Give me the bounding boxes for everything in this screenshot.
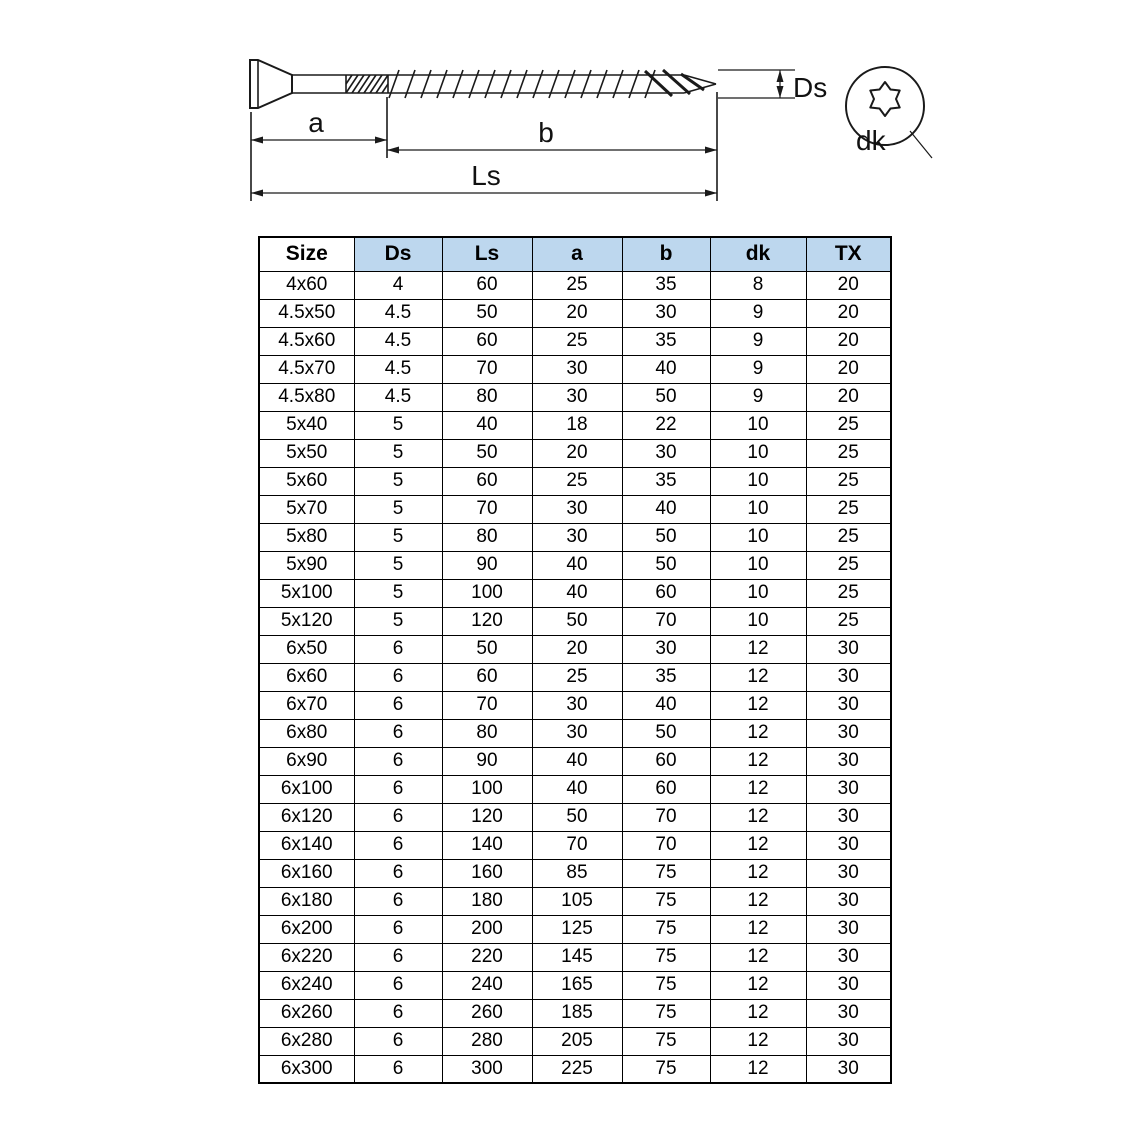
table-cell: 5 [354, 439, 442, 467]
column-header-ds: Ds [354, 237, 442, 271]
table-cell: 50 [442, 635, 532, 663]
table-cell: 25 [806, 411, 891, 439]
dimension-ls [251, 160, 717, 197]
table-cell: 6x220 [259, 943, 354, 971]
table-cell: 70 [442, 355, 532, 383]
table-cell: 5 [354, 411, 442, 439]
table-cell: 5 [354, 523, 442, 551]
table-cell: 75 [622, 1055, 710, 1083]
table-cell: 6 [354, 1055, 442, 1083]
column-header-b: b [622, 237, 710, 271]
table-cell: 10 [710, 551, 806, 579]
table-cell: 75 [622, 971, 710, 999]
table-cell: 25 [806, 523, 891, 551]
column-header-a: a [532, 237, 622, 271]
table-cell: 225 [532, 1055, 622, 1083]
table-cell: 125 [532, 915, 622, 943]
spec-table-body [259, 271, 891, 1083]
table-cell: 145 [532, 943, 622, 971]
table-cell: 60 [622, 579, 710, 607]
table-cell: 8 [710, 271, 806, 299]
table-cell: 6 [354, 747, 442, 775]
table-cell: 4 [354, 271, 442, 299]
dimension-b [387, 117, 717, 154]
table-cell: 60 [622, 775, 710, 803]
table-cell: 25 [806, 467, 891, 495]
table-cell: 35 [622, 327, 710, 355]
table-cell: 20 [532, 635, 622, 663]
table-cell: 6 [354, 719, 442, 747]
table-cell: 25 [532, 327, 622, 355]
table-row [259, 523, 891, 551]
table-row [259, 327, 891, 355]
table-cell: 80 [442, 383, 532, 411]
table-cell: 50 [442, 439, 532, 467]
table-cell: 30 [806, 803, 891, 831]
table-cell: 25 [806, 495, 891, 523]
table-row [259, 607, 891, 635]
table-cell: 240 [442, 971, 532, 999]
table-cell: 30 [532, 383, 622, 411]
table-cell: 9 [710, 383, 806, 411]
table-cell: 30 [806, 831, 891, 859]
table-row [259, 691, 891, 719]
table-cell: 50 [532, 607, 622, 635]
table-cell: 75 [622, 859, 710, 887]
table-cell: 5x60 [259, 467, 354, 495]
table-cell: 10 [710, 439, 806, 467]
table-cell: 60 [442, 271, 532, 299]
table-cell: 12 [710, 1027, 806, 1055]
table-cell: 30 [806, 887, 891, 915]
table-cell: 30 [806, 747, 891, 775]
dimension-a [251, 107, 387, 144]
table-cell: 12 [710, 691, 806, 719]
table-cell: 25 [806, 607, 891, 635]
table-cell: 10 [710, 467, 806, 495]
screw-tip [645, 70, 716, 96]
table-cell: 35 [622, 271, 710, 299]
torx-head-view [846, 67, 932, 158]
table-cell: 30 [806, 859, 891, 887]
table-cell: 20 [806, 383, 891, 411]
table-cell: 50 [622, 383, 710, 411]
table-cell: 80 [442, 719, 532, 747]
screw-technical-drawing [0, 0, 1129, 232]
table-cell: 50 [622, 523, 710, 551]
table-cell: 160 [442, 859, 532, 887]
table-cell: 30 [806, 971, 891, 999]
table-cell: 60 [442, 327, 532, 355]
table-cell: 70 [442, 495, 532, 523]
table-row [259, 747, 891, 775]
table-cell: 70 [622, 607, 710, 635]
table-cell: 12 [710, 1055, 806, 1083]
table-cell: 40 [442, 411, 532, 439]
table-cell: 5x40 [259, 411, 354, 439]
table-row [259, 775, 891, 803]
table-cell: 60 [442, 663, 532, 691]
table-cell: 12 [710, 747, 806, 775]
table-row [259, 439, 891, 467]
table-cell: 165 [532, 971, 622, 999]
table-row [259, 663, 891, 691]
table-cell: 300 [442, 1055, 532, 1083]
table-cell: 6 [354, 803, 442, 831]
table-row [259, 579, 891, 607]
table-cell: 30 [806, 663, 891, 691]
screw-head [250, 60, 292, 108]
table-cell: 20 [532, 299, 622, 327]
table-cell: 6x60 [259, 663, 354, 691]
table-cell: 6x300 [259, 1055, 354, 1083]
table-cell: 5x120 [259, 607, 354, 635]
spec-table [258, 236, 892, 1084]
table-cell: 12 [710, 943, 806, 971]
shank-hatch-section [346, 75, 388, 93]
table-cell: 22 [622, 411, 710, 439]
table-row [259, 999, 891, 1027]
table-cell: 120 [442, 607, 532, 635]
table-cell: 25 [806, 551, 891, 579]
table-cell: 80 [442, 523, 532, 551]
table-cell: 6x90 [259, 747, 354, 775]
table-cell: 12 [710, 915, 806, 943]
table-cell: 4.5x60 [259, 327, 354, 355]
table-cell: 50 [622, 551, 710, 579]
table-row [259, 719, 891, 747]
column-header-ls: Ls [442, 237, 532, 271]
table-cell: 6x260 [259, 999, 354, 1027]
table-cell: 35 [622, 467, 710, 495]
table-cell: 12 [710, 831, 806, 859]
table-cell: 5 [354, 579, 442, 607]
table-cell: 85 [532, 859, 622, 887]
spec-table-header-row [259, 237, 891, 271]
table-cell: 10 [710, 607, 806, 635]
table-cell: 6x120 [259, 803, 354, 831]
table-cell: 9 [710, 355, 806, 383]
table-cell: 4.5x50 [259, 299, 354, 327]
table-cell: 220 [442, 943, 532, 971]
table-cell: 75 [622, 999, 710, 1027]
table-cell: 12 [710, 663, 806, 691]
table-cell: 5 [354, 607, 442, 635]
table-cell: 12 [710, 803, 806, 831]
table-row [259, 299, 891, 327]
table-row [259, 635, 891, 663]
table-cell: 140 [442, 831, 532, 859]
table-cell: 4x60 [259, 271, 354, 299]
table-cell: 6 [354, 887, 442, 915]
table-cell: 9 [710, 299, 806, 327]
table-cell: 18 [532, 411, 622, 439]
screw-side-view [250, 60, 716, 108]
label-b: b [538, 117, 554, 148]
table-cell: 180 [442, 887, 532, 915]
table-cell: 6x240 [259, 971, 354, 999]
table-cell: 30 [806, 943, 891, 971]
table-cell: 70 [442, 691, 532, 719]
table-cell: 20 [806, 355, 891, 383]
table-cell: 75 [622, 887, 710, 915]
table-cell: 30 [622, 299, 710, 327]
table-cell: 5 [354, 467, 442, 495]
table-cell: 6x200 [259, 915, 354, 943]
table-cell: 6 [354, 999, 442, 1027]
table-cell: 6x100 [259, 775, 354, 803]
table-cell: 30 [806, 1027, 891, 1055]
table-cell: 6 [354, 635, 442, 663]
table-cell: 4.5 [354, 383, 442, 411]
table-cell: 6x80 [259, 719, 354, 747]
table-cell: 4.5 [354, 299, 442, 327]
table-cell: 40 [532, 747, 622, 775]
table-cell: 260 [442, 999, 532, 1027]
table-cell: 4.5x80 [259, 383, 354, 411]
table-cell: 60 [442, 467, 532, 495]
table-cell: 90 [442, 747, 532, 775]
table-row [259, 495, 891, 523]
table-row [259, 943, 891, 971]
table-row [259, 355, 891, 383]
table-row [259, 831, 891, 859]
table-cell: 30 [806, 1055, 891, 1083]
table-cell: 25 [532, 663, 622, 691]
table-cell: 12 [710, 859, 806, 887]
dimension-ds [718, 70, 827, 103]
table-cell: 6 [354, 859, 442, 887]
table-cell: 10 [710, 523, 806, 551]
column-header-size: Size [259, 237, 354, 271]
table-cell: 30 [532, 355, 622, 383]
table-row [259, 467, 891, 495]
table-cell: 40 [622, 691, 710, 719]
label-ls: Ls [471, 160, 501, 191]
table-cell: 280 [442, 1027, 532, 1055]
table-cell: 25 [806, 579, 891, 607]
table-cell: 20 [806, 327, 891, 355]
table-cell: 4.5 [354, 327, 442, 355]
label-a: a [308, 107, 324, 138]
table-cell: 100 [442, 775, 532, 803]
label-dk: dk [856, 125, 886, 156]
table-row [259, 551, 891, 579]
torx-recess-icon [870, 82, 899, 116]
table-cell: 6x140 [259, 831, 354, 859]
table-cell: 12 [710, 635, 806, 663]
label-ds: Ds [793, 72, 828, 103]
table-cell: 50 [532, 803, 622, 831]
table-cell: 30 [622, 635, 710, 663]
table-row [259, 271, 891, 299]
table-cell: 5x70 [259, 495, 354, 523]
table-cell: 25 [532, 271, 622, 299]
column-header-tx: TX [806, 237, 891, 271]
table-cell: 100 [442, 579, 532, 607]
table-cell: 200 [442, 915, 532, 943]
table-cell: 6 [354, 775, 442, 803]
table-cell: 60 [622, 747, 710, 775]
table-cell: 30 [806, 719, 891, 747]
table-cell: 25 [806, 439, 891, 467]
table-cell: 40 [532, 579, 622, 607]
table-cell: 40 [622, 355, 710, 383]
table-cell: 5x50 [259, 439, 354, 467]
table-cell: 5 [354, 551, 442, 579]
table-cell: 75 [622, 943, 710, 971]
table-cell: 20 [806, 271, 891, 299]
table-cell: 20 [532, 439, 622, 467]
table-cell: 12 [710, 999, 806, 1027]
table-cell: 30 [532, 523, 622, 551]
table-cell: 6x160 [259, 859, 354, 887]
table-cell: 6x70 [259, 691, 354, 719]
table-row [259, 411, 891, 439]
table-cell: 90 [442, 551, 532, 579]
table-cell: 25 [532, 467, 622, 495]
table-row [259, 383, 891, 411]
table-cell: 10 [710, 495, 806, 523]
table-row [259, 803, 891, 831]
table-cell: 75 [622, 915, 710, 943]
table-cell: 30 [532, 495, 622, 523]
table-cell: 10 [710, 411, 806, 439]
table-cell: 4.5x70 [259, 355, 354, 383]
table-cell: 185 [532, 999, 622, 1027]
table-cell: 40 [532, 775, 622, 803]
table-row [259, 915, 891, 943]
table-cell: 6x50 [259, 635, 354, 663]
table-cell: 50 [622, 719, 710, 747]
table-row [259, 1055, 891, 1083]
table-row [259, 1027, 891, 1055]
table-cell: 30 [622, 439, 710, 467]
table-cell: 5x100 [259, 579, 354, 607]
table-cell: 70 [622, 831, 710, 859]
table-cell: 10 [710, 579, 806, 607]
table-cell: 70 [622, 803, 710, 831]
table-cell: 6x280 [259, 1027, 354, 1055]
table-cell: 6 [354, 691, 442, 719]
table-cell: 5x90 [259, 551, 354, 579]
table-cell: 6 [354, 1027, 442, 1055]
table-cell: 75 [622, 1027, 710, 1055]
table-cell: 4.5 [354, 355, 442, 383]
table-cell: 12 [710, 887, 806, 915]
table-cell: 6 [354, 663, 442, 691]
table-cell: 40 [622, 495, 710, 523]
table-cell: 30 [806, 999, 891, 1027]
table-cell: 30 [532, 691, 622, 719]
table-cell: 6 [354, 831, 442, 859]
table-cell: 20 [806, 299, 891, 327]
table-cell: 70 [532, 831, 622, 859]
table-cell: 120 [442, 803, 532, 831]
table-cell: 105 [532, 887, 622, 915]
table-cell: 40 [532, 551, 622, 579]
table-cell: 35 [622, 663, 710, 691]
table-cell: 6 [354, 943, 442, 971]
table-cell: 9 [710, 327, 806, 355]
table-cell: 30 [806, 635, 891, 663]
table-cell: 30 [806, 775, 891, 803]
table-cell: 12 [710, 775, 806, 803]
table-cell: 205 [532, 1027, 622, 1055]
table-cell: 6 [354, 971, 442, 999]
table-cell: 5x80 [259, 523, 354, 551]
table-cell: 12 [710, 719, 806, 747]
table-cell: 50 [442, 299, 532, 327]
table-cell: 6 [354, 915, 442, 943]
table-cell: 30 [806, 915, 891, 943]
table-cell: 12 [710, 971, 806, 999]
table-cell: 5 [354, 495, 442, 523]
table-cell: 30 [532, 719, 622, 747]
column-header-dk: dk [710, 237, 806, 271]
table-row [259, 887, 891, 915]
table-row [259, 859, 891, 887]
table-cell: 30 [806, 691, 891, 719]
table-cell: 6x180 [259, 887, 354, 915]
table-row [259, 971, 891, 999]
